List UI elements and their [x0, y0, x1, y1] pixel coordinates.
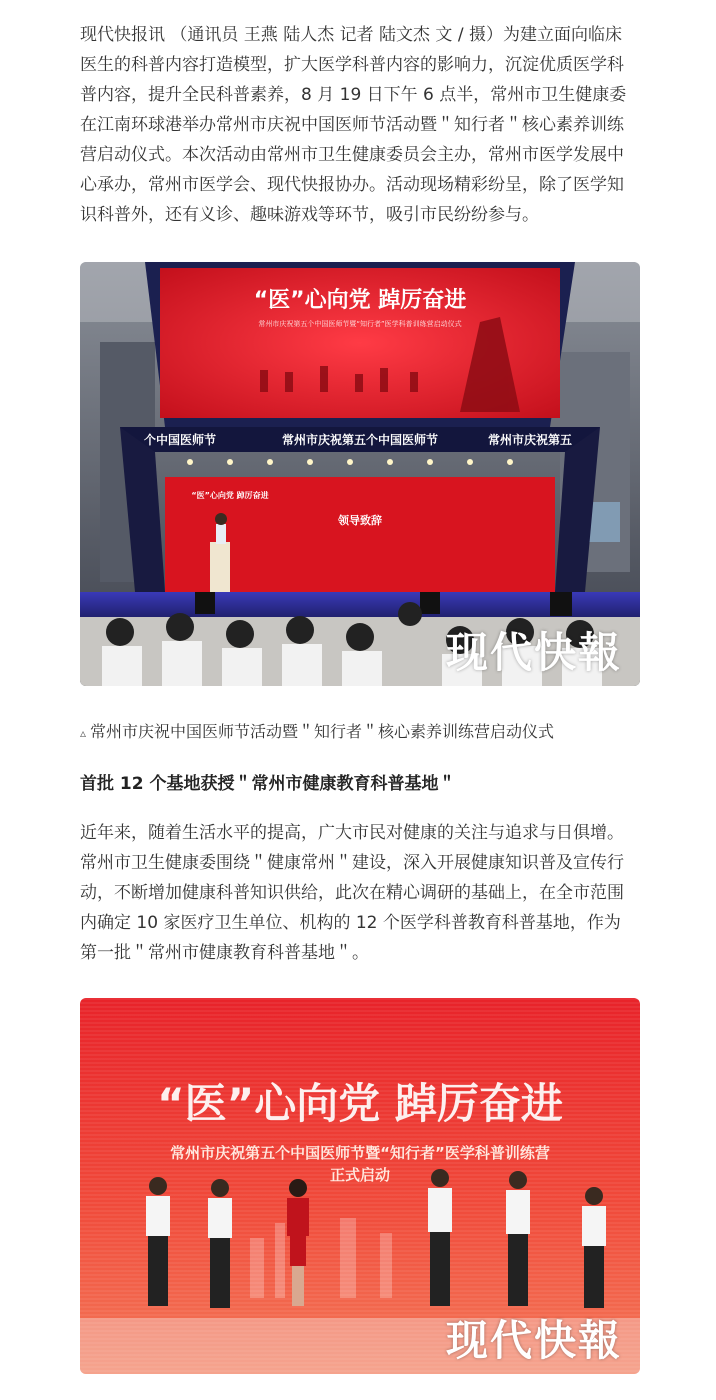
- stage-photo[interactable]: [80, 262, 640, 686]
- intro-paragraph: [80, 20, 640, 230]
- paragraph-line: 动，不断增加健康科普知识供给，此次在精心调研的基础上，在全市范围: [80, 883, 624, 903]
- ceremony-photo[interactable]: [80, 998, 640, 1374]
- ceremony-screen-subtitle: 常州市庆祝第五个中国医师节暨“知行者”医学科普训练营: [170, 1144, 550, 1162]
- paragraph-line: 常州市卫生健康委围绕＂健康常州＂建设，深入开展健康知识普及宣传行: [80, 853, 624, 873]
- upper-screen-subtitle: 常州市庆祝第五个中国医师节暨“知行者”医学科普训练营启动仪式: [258, 320, 462, 328]
- paragraph-line: 在江南环球港举办常州市庆祝中国医师节活动暨＂知行者＂核心素养训练: [80, 115, 624, 135]
- newspaper-watermark: 现代快報: [445, 1316, 622, 1365]
- paragraph-line: 近年来，随着生活水平的提高，广大市民对健康的关注与追求与日俱增。: [80, 823, 624, 843]
- paragraph-line: 现代快报讯 （通讯员 王燕 陆人杰 记者 陆文杰 文 / 摄）为建立面向临床: [80, 25, 622, 45]
- banner-center-text: 常州市庆祝第五个中国医师节: [281, 433, 439, 447]
- upper-screen-title: “医”心向党 踔厉奋进: [253, 288, 467, 313]
- paragraph-line: 第一批＂常州市健康教育科普基地＂。: [80, 943, 369, 963]
- banner-right-text: 常州市庆祝第五: [487, 433, 573, 447]
- paragraph-line: 心承办，常州市医学会、现代快报协办。活动现场精彩纷呈，除了医学知: [80, 175, 624, 195]
- section-heading: 首批 12 个基地获授＂常州市健康教育科普基地＂: [80, 774, 456, 794]
- ceremony-screen-title: “医”心向党 踔厉奋进: [157, 1079, 563, 1128]
- paragraph-line: 普内容，提升全民科普素养，8 月 19 日下午 6 点半，常州市卫生健康委: [80, 85, 627, 105]
- banner-left-text: 个中国医师节: [143, 433, 217, 447]
- caption-text: 常州市庆祝中国医师节活动暨＂知行者＂核心素养训练营启动仪式: [90, 722, 555, 741]
- newspaper-watermark: 现代快報: [445, 628, 622, 677]
- lower-screen-text: 领导致辞: [338, 514, 382, 527]
- paragraph-line: 识科普外，还有义诊、趣味游戏等环节，吸引市民纷纷参与。: [80, 205, 539, 225]
- ceremony-screen-subtitle-2: 正式启动: [329, 1166, 391, 1184]
- lower-screen-title: “医”心向党 踔厉奋进: [191, 491, 269, 500]
- body-paragraph: [80, 818, 640, 968]
- caption-triangle-icon: ▵: [80, 726, 87, 740]
- photo-caption: [80, 718, 640, 747]
- paragraph-line: 营启动仪式。本次活动由常州市卫生健康委员会主办，常州市医学发展中: [80, 145, 624, 165]
- paragraph-line: 内确定 10 家医疗卫生单位、机构的 12 个医学科普教育科普基地，作为: [80, 913, 621, 933]
- paragraph-line: 医生的科普内容打造模型，扩大医学科普内容的影响力，沉淀优质医学科: [80, 55, 624, 75]
